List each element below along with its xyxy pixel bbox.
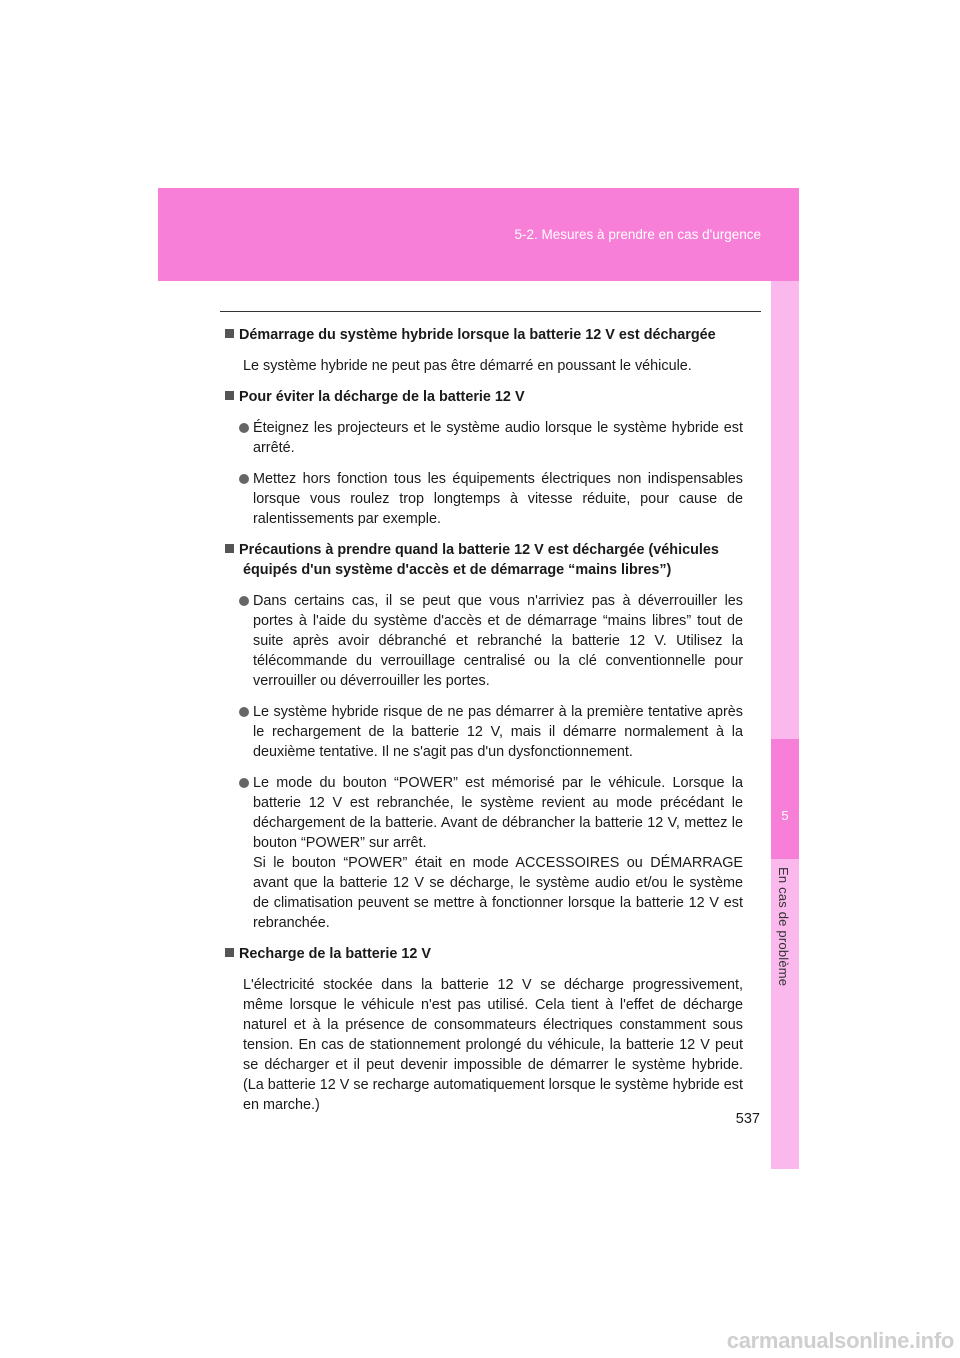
- bullet-text: Le mode du bouton “POWER” est mémorisé par le véhicule. Lorsque la batterie 12 V est rebranchée, le système revient au mode précédant le déchargement de la batterie. Avant de débrancher la batterie 12 V, mettez le bouton “POWER” sur arrêt.: [253, 775, 743, 851]
- heading-text: Démarrage du système hybride lorsque la batterie 12 V est déchargée: [239, 327, 716, 343]
- section-heading: [225, 944, 743, 964]
- chapter-number: 5: [781, 808, 789, 823]
- bullet-item: [225, 773, 743, 933]
- bullet-text-continued: Si le bouton “POWER” était en mode ACCESSOIRES ou DÉMARRAGE avant que la batterie 12 V se décharge, le système audio et/ou le système de climatisation peuvent se mettre à fonctionner lorsque la batterie 12 V est rebranchée.: [253, 855, 743, 931]
- square-bullet-icon: [225, 544, 234, 553]
- circle-bullet-icon: [239, 778, 249, 788]
- square-bullet-icon: [225, 329, 234, 338]
- side-tab-strip: [771, 281, 799, 1169]
- body-paragraph: L'électricité stockée dans la batterie 12 V se décharge progressivement, même lorsque le véhicule n'est pas utilisé. Cela tient à l'effet de décharge naturel et à la présence de consommateurs électriques constamment sous tension. En cas de stationnement prolongé du véhicule, la batterie 12 V peut se décharger et il peut devenir impossible de démarrer le système hybride. (La batterie 12 V se recharge automatiquement lorsque le système hybride est en marche.): [243, 977, 743, 1113]
- circle-bullet-icon: [239, 423, 249, 433]
- body-paragraph: Le système hybride ne peut pas être démarré en poussant le véhicule.: [243, 358, 692, 374]
- bullet-item: [225, 418, 743, 458]
- section-heading: [225, 387, 743, 407]
- bullet-item: [225, 469, 743, 529]
- square-bullet-icon: [225, 948, 234, 957]
- section-heading: [225, 540, 743, 580]
- heading-text: Pour éviter la décharge de la batterie 12 V: [239, 389, 525, 405]
- heading-text-continued: équipés d'un système d'accès et de démarrage “mains libres”): [243, 562, 672, 578]
- square-bullet-icon: [225, 391, 234, 400]
- bullet-item: [225, 702, 743, 762]
- circle-bullet-icon: [239, 707, 249, 717]
- chapter-header-band: [158, 188, 799, 281]
- chapter-tab-marker: [771, 739, 799, 859]
- heading-text: Précautions à prendre quand la batterie 12 V est déchargée (véhicules: [239, 542, 719, 558]
- bullet-text: Mettez hors fonction tous les équipements électriques non indispensables lorsque vous roulez trop longtemps à vitesse réduite, pour cause de ralentissements par exemple.: [253, 471, 743, 527]
- bullet-item: [225, 591, 743, 691]
- page-number: 537: [735, 1111, 760, 1127]
- chapter-label: En cas de problème: [776, 867, 791, 987]
- circle-bullet-icon: [239, 474, 249, 484]
- watermark: carmanualsonline.info: [726, 1328, 954, 1353]
- bullet-text: Le système hybride risque de ne pas démarrer à la première tentative après le rechargement de la batterie 12 V, mais il démarre normalement à la deuxième tentative. Il ne s'agit pas d'un dysfonctionnement.: [253, 704, 743, 760]
- heading-text: Recharge de la batterie 12 V: [239, 946, 431, 962]
- section-title: 5-2. Mesures à prendre en cas d'urgence: [514, 227, 761, 242]
- page-content: [225, 325, 743, 1115]
- section-divider: [220, 311, 761, 312]
- bullet-text: Dans certains cas, il se peut que vous n'arriviez pas à déverrouiller les portes à l'aide du système d'accès et de démarrage “mains libres” tout de suite après avoir débranché et rebranché la batterie 12 V. Utilisez la télécommande du verrouillage centralisé ou la clé conventionnelle pour verrouiller ou déverrouiller les portes.: [253, 593, 743, 689]
- section-heading: [225, 325, 743, 345]
- bullet-text: Éteignez les projecteurs et le système audio lorsque le système hybride est arrêté.: [253, 420, 743, 456]
- circle-bullet-icon: [239, 596, 249, 606]
